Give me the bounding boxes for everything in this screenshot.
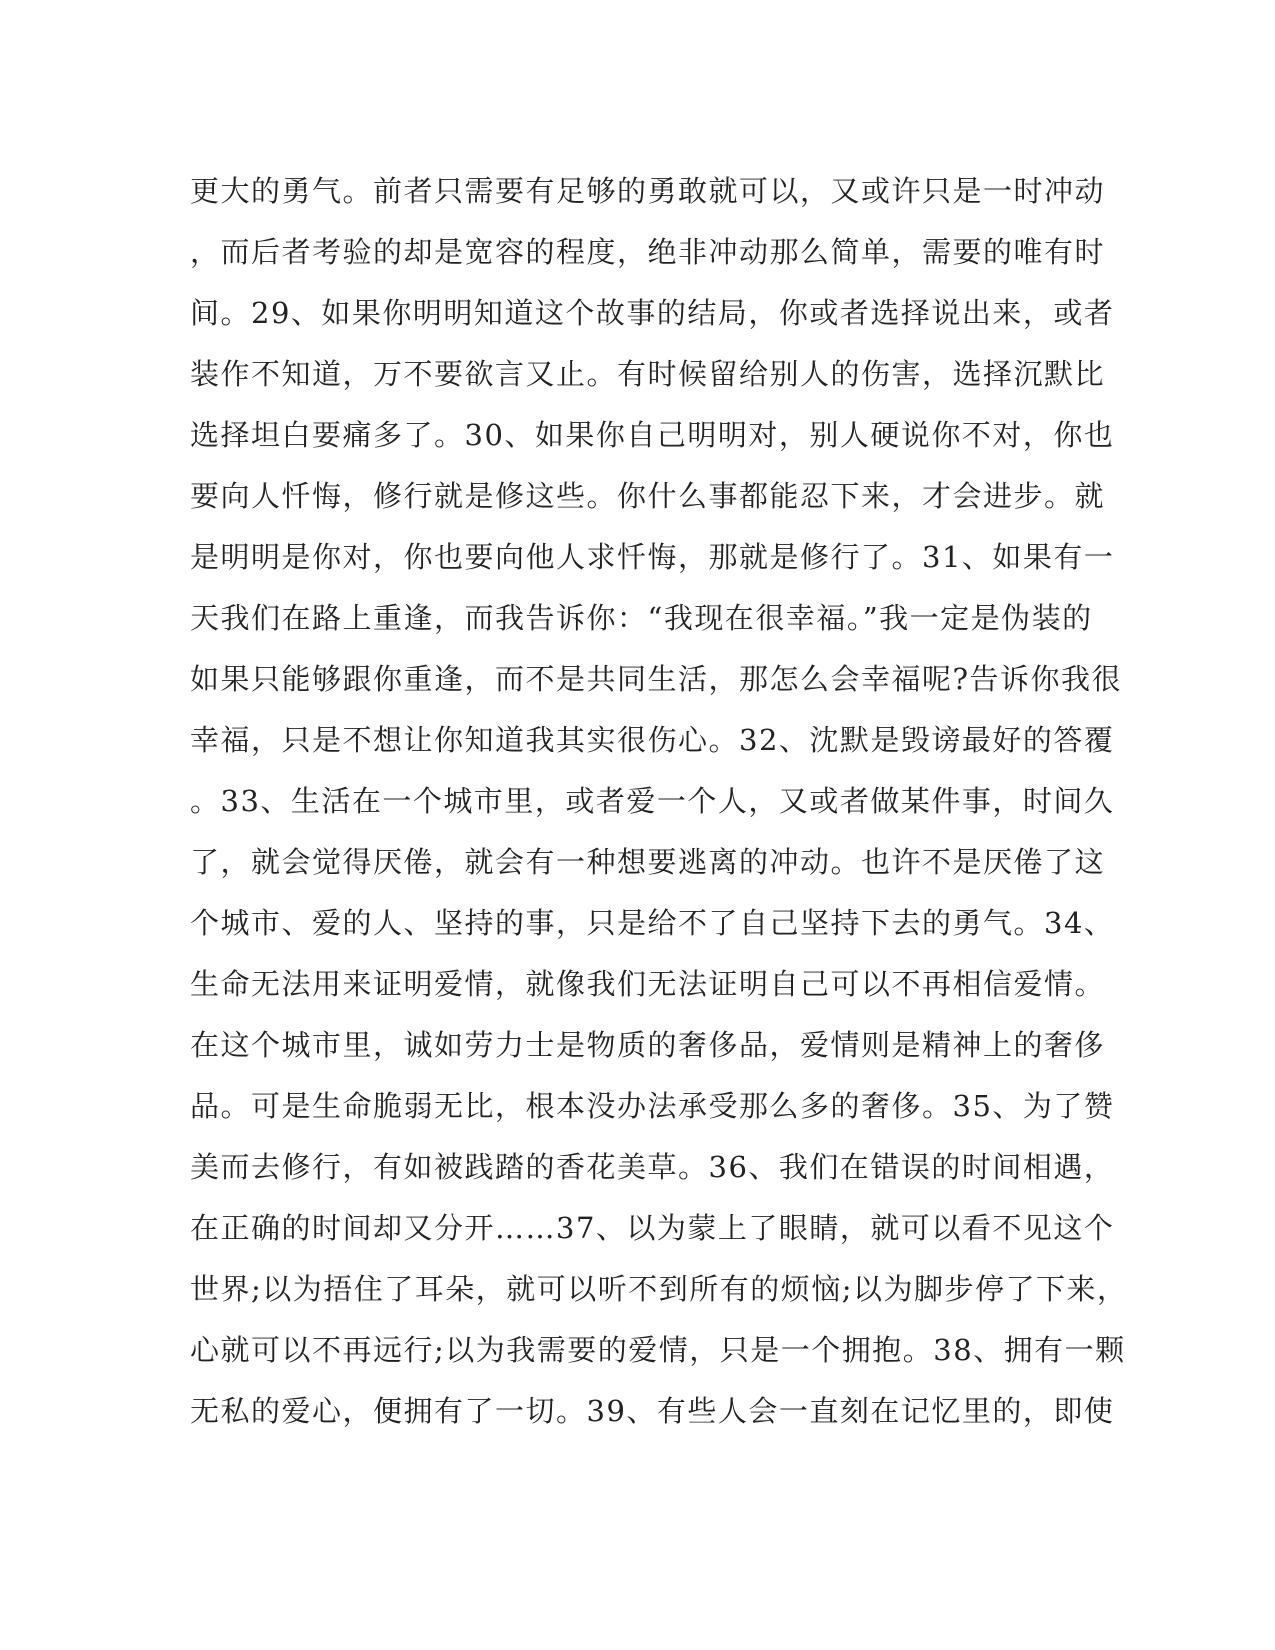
- text-line: 间。29、如果你明明知道这个故事的结局，你或者选择说出来，或者: [190, 296, 1115, 330]
- text-line: 生命无法用来证明爱情，就像我们无法证明自己可以不再相信爱情。: [190, 967, 1106, 1001]
- text-line: 选择坦白要痛多了。30、如果你自己明明对，别人硬说你不对，你也: [190, 418, 1115, 452]
- text-line: ，而后者考验的却是宽容的程度，绝非冲动那么简单，需要的唯有时: [190, 235, 1106, 269]
- text-line: 如果只能够跟你重逢，而不是共同生活，那怎么会幸福呢?告诉你我很: [190, 662, 1123, 696]
- text-line: 世界;以为捂住了耳朵，就可以听不到所有的烦恼;以为脚步停了下来，: [190, 1272, 1128, 1306]
- text-line: 是明明是你对，你也要向他人求忏悔，那就是修行了。31、如果有一: [190, 540, 1115, 574]
- text-line: 装作不知道，万不要欲言又止。有时候留给别人的伤害，选择沉默比: [190, 357, 1106, 391]
- text-line: 个城市、爱的人、坚持的事，只是给不了自己坚持下去的勇气。34、: [190, 906, 1115, 940]
- text-line: 无私的爱心，便拥有了一切。39、有些人会一直刻在记忆里的，即使: [190, 1394, 1115, 1428]
- text-line: 要向人忏悔，修行就是修这些。你什么事都能忍下来，才会进步。就: [190, 479, 1106, 513]
- text-line: 天我们在路上重逢，而我告诉你：“我现在很幸福。”我一定是伪装的: [190, 601, 1093, 635]
- body-text: [190, 161, 1128, 1442]
- text-line: 美而去修行，有如被践踏的香花美草。36、我们在错误的时间相遇，: [190, 1150, 1115, 1184]
- text-line: 更大的勇气。前者只需要有足够的勇敢就可以，又或许只是一时冲动: [190, 174, 1106, 208]
- text-line: 在正确的时间却又分开……37、以为蒙上了眼睛，就可以看不见这个: [190, 1211, 1115, 1245]
- text-line: 品。可是生命脆弱无比，根本没办法承受那么多的奢侈。35、为了赞: [190, 1089, 1115, 1123]
- text-line: 在这个城市里，诚如劳力士是物质的奢侈品，爱情则是精神上的奢侈: [190, 1028, 1106, 1062]
- text-line: 了，就会觉得厌倦，就会有一种想要逃离的冲动。也许不是厌倦了这: [190, 845, 1106, 879]
- text-line: 。33、生活在一个城市里，或者爱一个人，又或者做某件事，时间久: [190, 784, 1115, 818]
- text-line: 幸福，只是不想让你知道我其实很伤心。32、沈默是毁谤最好的答覆: [190, 723, 1115, 757]
- text-line: 心就可以不再远行;以为我需要的爱情，只是一个拥抱。38、拥有一颗: [190, 1333, 1126, 1367]
